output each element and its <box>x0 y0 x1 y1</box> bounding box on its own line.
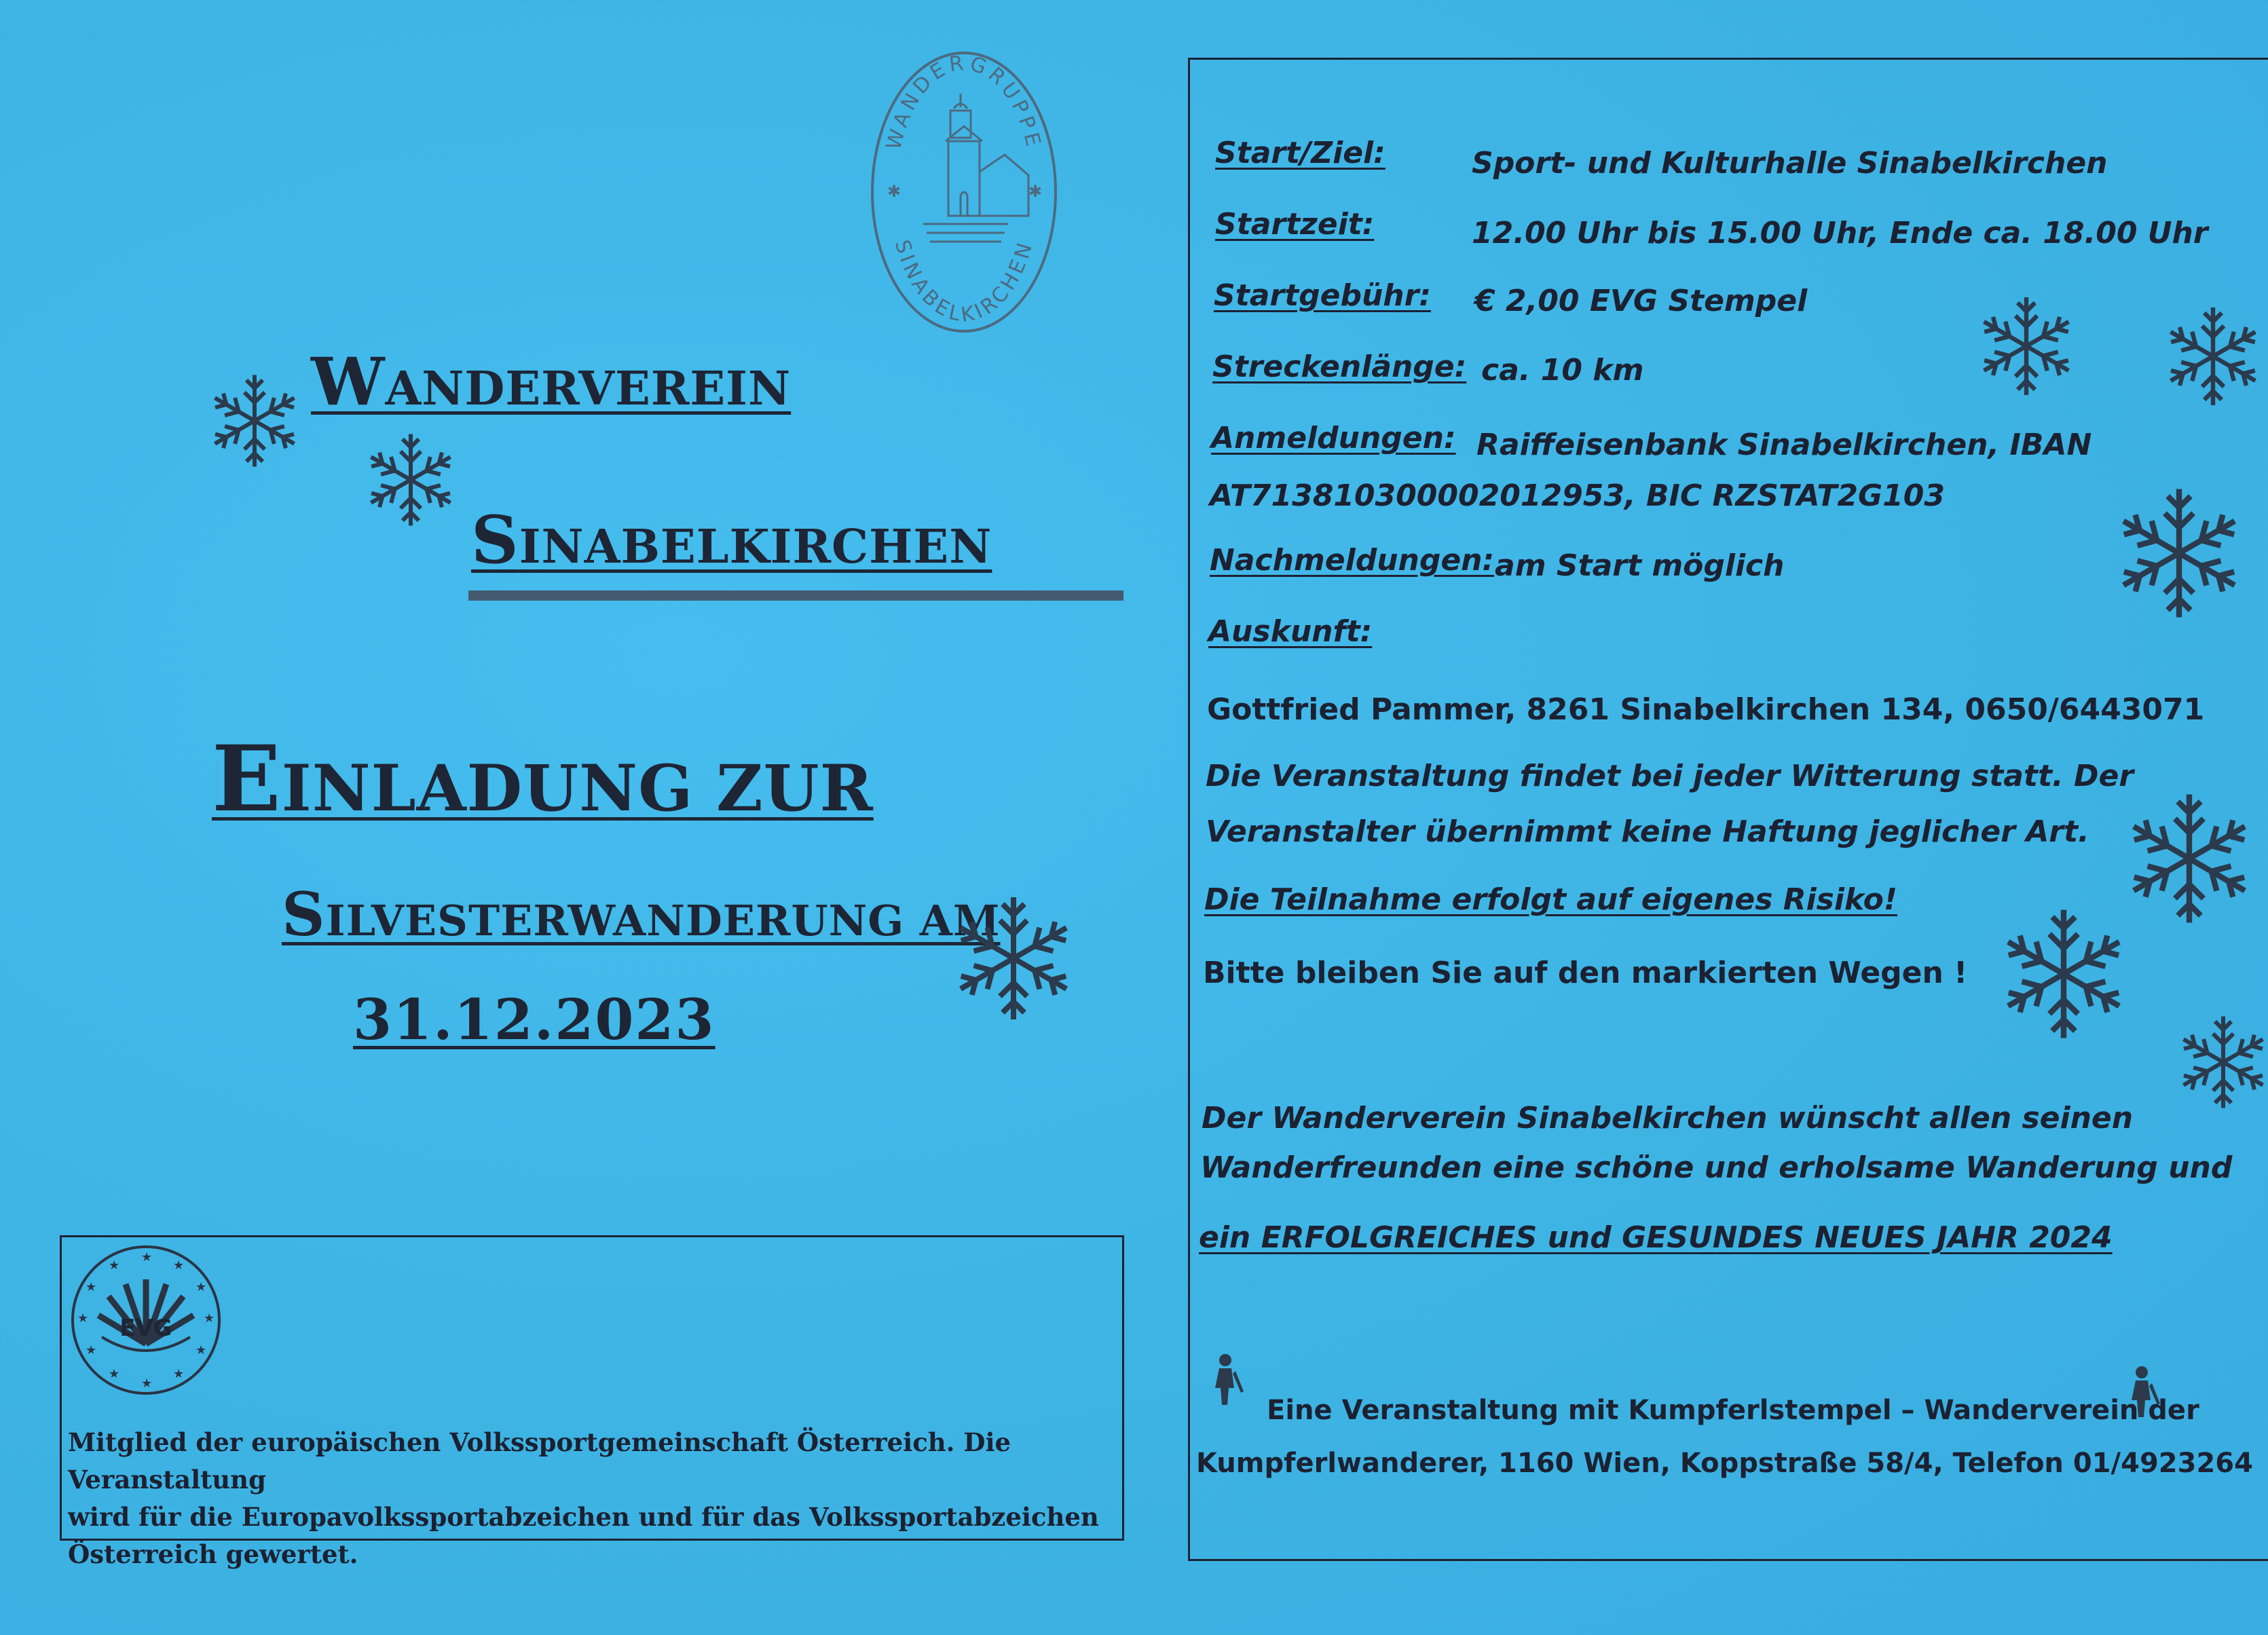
svg-text:★: ★ <box>86 1343 97 1357</box>
wish-line2: Wanderfreunden eine schöne und erholsame Wanderung und <box>1200 1150 2233 1185</box>
snowflake-icon <box>1972 292 2081 400</box>
title-wanderverein: WANDERVEREIN <box>311 343 792 420</box>
snowflake-icon <box>2172 1011 2268 1113</box>
late-registration-label: Nachmeldungen: <box>1210 543 1495 578</box>
weather-line2: Veranstalter übernimmt keine Haftung jeglicher Art. <box>1206 814 2089 849</box>
event-date: 31.12.2023 <box>353 988 715 1053</box>
svg-text:★: ★ <box>173 1258 185 1273</box>
svg-text:✱: ✱ <box>887 182 901 201</box>
snowflake-icon <box>1992 903 2135 1045</box>
time-label: Startzeit: <box>1215 207 1375 242</box>
time-value: 12.00 Uhr bis 15.00 Uhr, Ende ca. 18.00 Uhr <box>1472 216 2208 250</box>
svg-text:★: ★ <box>204 1311 215 1326</box>
svg-text:★: ★ <box>77 1311 89 1326</box>
svg-text:EVG: EVG <box>119 1315 172 1342</box>
fee-value: € 2,00 EVG Stempel <box>1474 284 1808 318</box>
hiker-icon <box>1202 1351 1249 1412</box>
svg-text:WANDERGRUPPE: WANDERGRUPPE <box>882 50 1046 153</box>
late-registration-value: am Start möglich <box>1495 548 1785 583</box>
snowflake-icon <box>360 429 462 531</box>
svg-text:★: ★ <box>109 1367 120 1381</box>
title-sinabelkirchen: SINABELKIRCHEN <box>471 501 992 578</box>
svg-text:SINABELKIRCHEN: SINABELKIRCHEN <box>889 237 1039 328</box>
svg-text:★: ★ <box>109 1258 120 1273</box>
registration-value: Raiffeisenbank Sinabelkirchen, IBAN <box>1476 428 2092 462</box>
svg-text:★: ★ <box>173 1367 185 1381</box>
risk-notice: Die Teilnahme erfolgt auf eigenes Risiko! <box>1204 882 1897 917</box>
stay-on-paths: Bitte bleiben Sie auf den markierten Wegen ! <box>1203 956 1968 990</box>
event-name: SILVESTERWANDERUNG AM <box>282 879 1001 950</box>
snowflake-icon <box>2108 482 2250 624</box>
length-label: Streckenlänge: <box>1212 350 1467 384</box>
snowflake-icon <box>204 370 305 472</box>
svg-text:✱: ✱ <box>1028 182 1043 201</box>
registration-label: Anmeldungen: <box>1211 421 1456 455</box>
start-value: Sport- und Kulturhalle Sinabelkirchen <box>1472 146 2108 181</box>
wish-line1: Der Wanderverein Sinabelkirchen wünscht allen seinen <box>1202 1101 2134 1135</box>
length-value: ca. 10 km <box>1481 353 1644 388</box>
svg-text:★: ★ <box>141 1250 153 1264</box>
svg-text:★: ★ <box>196 1280 207 1294</box>
fee-label: Startgebühr: <box>1214 278 1431 313</box>
weather-line1: Die Veranstaltung findet bei jeder Witterung statt. Der <box>1206 759 2134 793</box>
club-stamp <box>866 46 1062 338</box>
snowflake-icon <box>946 890 1081 1026</box>
contact-text: Gottfried Pammer, 8261 Sinabelkirchen 134, 0650/6443071 <box>1207 692 2205 727</box>
footer-line2: Kumpferlwanderer, 1160 Wien, Koppstraße 58/4, Telefon 01/4923264 <box>1196 1448 2253 1479</box>
svg-text:★: ★ <box>86 1280 97 1294</box>
snowflake-icon <box>2118 787 2261 930</box>
registration-iban: AT713810300002012953, BIC RZSTAT2G103 <box>1210 478 1945 513</box>
title-divider <box>468 590 1123 601</box>
svg-text:★: ★ <box>196 1343 207 1357</box>
footer-line1: Eine Veranstaltung mit Kumpferlstempel – Wanderverein der <box>1267 1395 2199 1426</box>
wish-line3: ein ERFOLGREICHES und GESUNDES NEUES JAHR 2024 <box>1199 1220 2113 1255</box>
svg-text:★: ★ <box>141 1376 153 1391</box>
membership-text: Mitglied der europäischen Volkssportgemeinschaft Österreich. Die Veranstaltung wird für die Europavolkssportabzeichen und für das Volkssportabzeichen Österreich gewertet. <box>68 1427 1099 1569</box>
info-label: Auskunft: <box>1208 614 1373 649</box>
evg-logo <box>68 1242 224 1398</box>
start-label: Start/Ziel: <box>1215 136 1386 170</box>
snowflake-icon <box>2159 302 2267 411</box>
invitation-heading: EINLADUNG ZUR <box>212 726 874 832</box>
